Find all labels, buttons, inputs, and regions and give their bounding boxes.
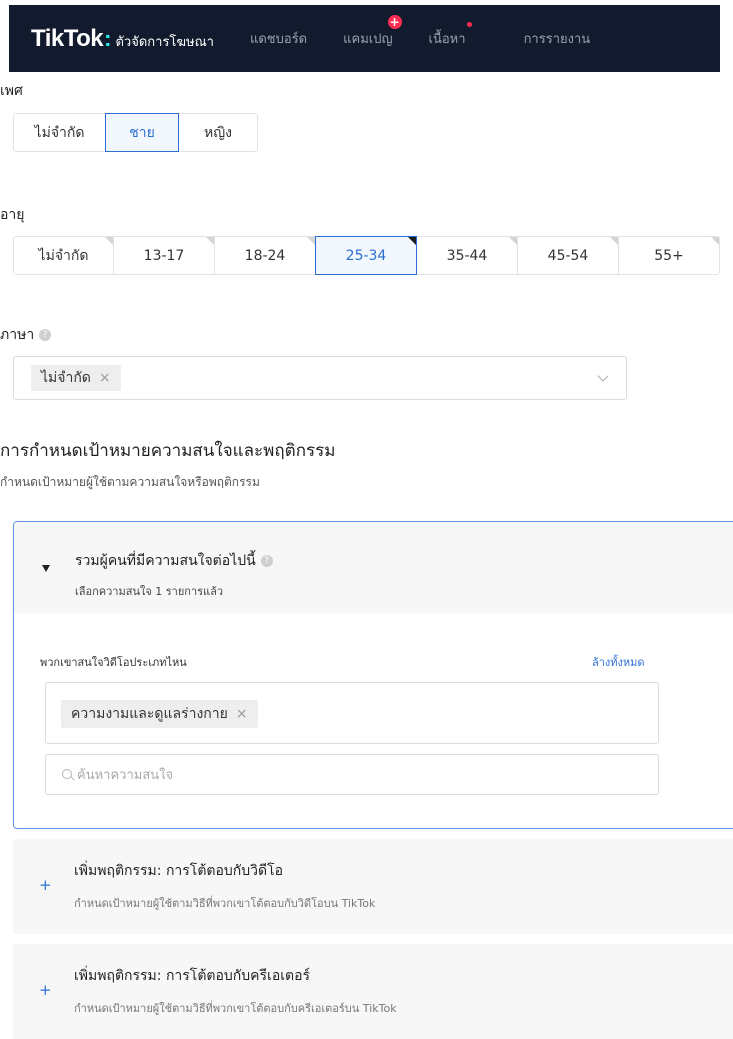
corner-mark [206, 237, 214, 245]
age-option-13-17[interactable] [113, 236, 215, 275]
add-creator-behavior-card[interactable] [13, 944, 733, 1039]
age-option-label: 35-44 [446, 248, 488, 264]
help-icon[interactable]: ? [261, 555, 273, 567]
age-option-label: ไม่จำกัด [38, 248, 89, 264]
age-label: อายุ [0, 207, 25, 223]
gender-option-male[interactable]: ชาย [105, 113, 179, 152]
behavior-description: กำหนดเป้าหมายผู้ใช้ตามวิธีที่พวกเขาโต้ตอบกับครีเอเตอร์บน TikTok [74, 1002, 397, 1015]
corner-mark [307, 237, 315, 245]
age-option-label: 13-17 [143, 248, 185, 264]
main-nav [249, 15, 626, 49]
language-tag-label: ไม่จำกัด [41, 370, 91, 386]
section-subtitle: กำหนดเป้าหมายผู้ใช้ตามความสนใจหรือพฤติกรรม [0, 475, 260, 489]
interest-search-input[interactable] [45, 754, 659, 795]
nav-reporting[interactable]: การรายงาน [523, 32, 591, 47]
nav-dashboard[interactable]: แดชบอร์ด [249, 32, 308, 47]
nav-campaign-label: แคมเปญ [343, 32, 393, 47]
remove-tag-icon[interactable]: × [235, 706, 248, 722]
nav-content-label: เนื้อหา [428, 32, 466, 47]
campaign-plus-badge: + [389, 15, 400, 29]
interests-panel [13, 521, 733, 829]
gender-label: เพศ [0, 83, 23, 99]
corner-mark [509, 237, 517, 245]
age-option-label: 25-34 [345, 248, 387, 264]
search-icon [62, 769, 73, 780]
remove-tag-icon[interactable]: × [98, 370, 111, 386]
age-option-55-plus[interactable] [618, 236, 720, 275]
age-option-25-34[interactable] [315, 236, 417, 275]
age-option-label: 18-24 [244, 248, 286, 264]
help-icon[interactable]: ? [39, 329, 51, 341]
interests-title: รวมผู้คนที่มีความสนใจต่อไปนี้ [75, 553, 256, 569]
add-video-behavior-card[interactable] [13, 839, 733, 934]
app-name: ตัวจัดการโฆษณา [115, 34, 214, 50]
interests-question: พวกเขาสนใจวิดีโอประเภทไหน [40, 656, 187, 669]
search-icon-handle [70, 776, 75, 781]
interest-tag [61, 700, 258, 728]
interests-summary: เลือกความสนใจ 1 รายการแล้ว [75, 585, 224, 598]
plus-icon: + [39, 876, 52, 894]
tiktok-logo[interactable] [31, 25, 214, 53]
language-label-row [0, 324, 51, 346]
logo-colon: : [104, 25, 112, 51]
corner-mark [408, 237, 416, 245]
age-selector [13, 236, 720, 275]
section-title: การกำหนดเป้าหมายความสนใจและพฤติกรรม [0, 441, 336, 461]
gender-option-any[interactable]: ไม่จำกัด [13, 113, 106, 152]
gender-selector [13, 113, 258, 152]
behavior-description: กำหนดเป้าหมายผู้ใช้ตามวิธีที่พวกเขาโต้ตอบกับวิดีโอบน TikTok [74, 897, 376, 910]
interest-tag-label: ความงามและดูแลร่างกาย [71, 706, 228, 722]
age-option-18-24[interactable] [214, 236, 316, 275]
age-option-35-44[interactable] [416, 236, 518, 275]
search-placeholder: ค้นหาความสนใจ [77, 768, 174, 783]
language-tag [31, 365, 121, 391]
plus-icon: + [39, 981, 52, 999]
age-option-45-54[interactable] [517, 236, 619, 275]
language-label: ภาษา [0, 327, 35, 343]
clear-all-link[interactable]: ล้างทั้งหมด [592, 656, 645, 669]
interests-panel-header[interactable] [14, 522, 733, 613]
nav-content[interactable] [429, 28, 466, 49]
caret-down-icon[interactable] [42, 565, 50, 572]
interests-title-row [75, 550, 273, 572]
selected-interests-box[interactable] [45, 682, 659, 744]
chevron-down-icon[interactable] [597, 370, 608, 381]
language-select[interactable] [13, 356, 627, 400]
corner-mark [610, 237, 618, 245]
corner-mark [105, 237, 113, 245]
age-option-label: 55+ [654, 248, 684, 264]
behavior-title: เพิ่มพฤติกรรม: การโต้ตอบกับครีเอเตอร์ [74, 968, 311, 984]
nav-campaign[interactable] [343, 15, 400, 49]
logo-wordmark: TikTok [31, 24, 104, 52]
behavior-title: เพิ่มพฤติกรรม: การโต้ตอบกับวิดีโอ [74, 863, 284, 879]
age-option-any[interactable] [13, 236, 114, 275]
age-option-label: 45-54 [547, 248, 589, 264]
notification-dot [467, 22, 472, 27]
gender-option-female[interactable]: หญิง [178, 113, 258, 152]
corner-mark [711, 237, 719, 245]
top-nav-bar [9, 5, 720, 72]
